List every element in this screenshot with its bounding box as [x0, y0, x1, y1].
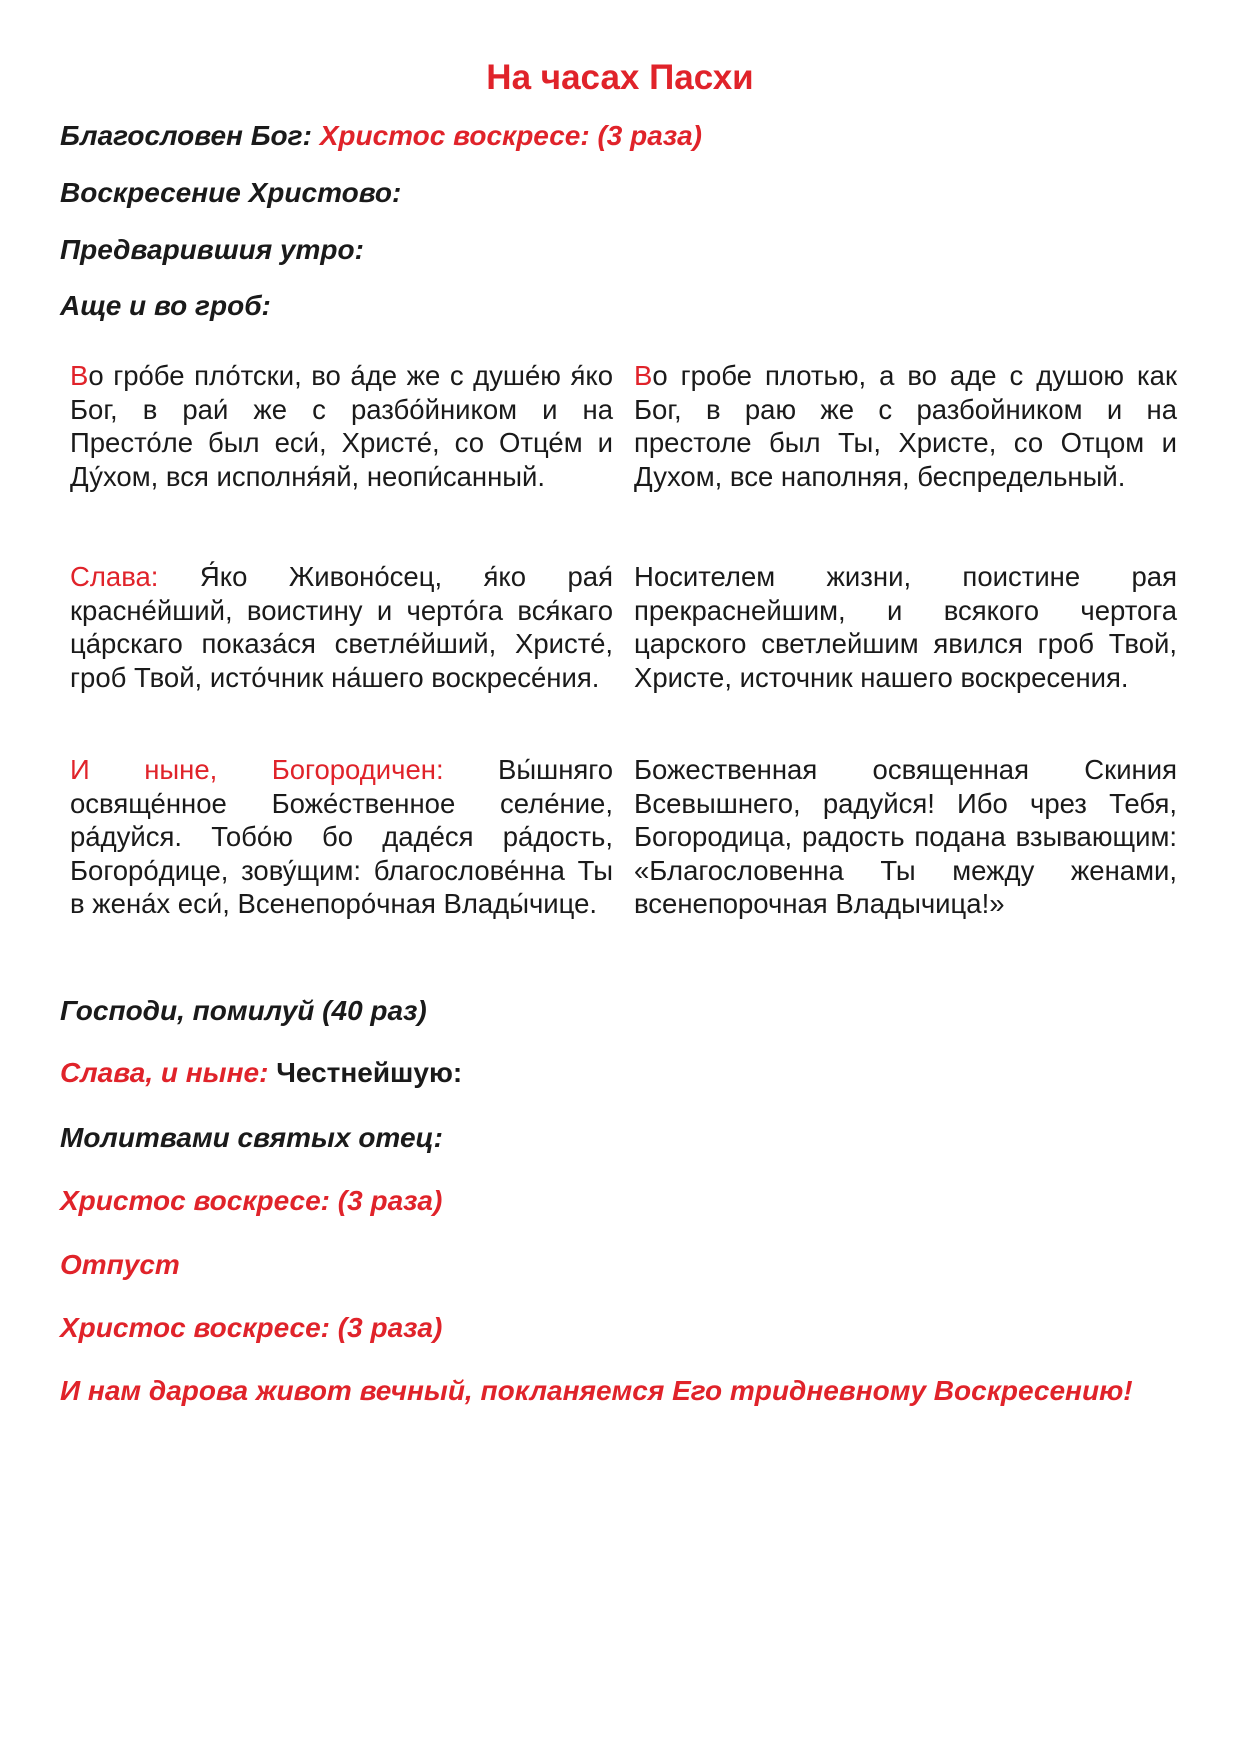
- outro-gospodi: [60, 995, 427, 1027]
- verse-left-3-text: Вы́шняго освяще́нное Боже́ственное селе́ние, ра́дуйся. Тобо́ю бо даде́ся ра́дость, Богоро́дице, зову́щим: благослове́нна Ты в жена́х еси́, Всенепоро́чная Влады́чице.: [70, 754, 614, 920]
- verse-right-3: [634, 753, 1177, 921]
- verse-left-2-text: Я́ко Живоно́сец, я́ко рая́ красне́йший, воистину и черто́га вся́каго ца́рскаго показа́ся светле́йший, Христе́, гроб Твой, исто́чник на́шего воскресе́ния.: [70, 561, 613, 693]
- outro-slava-red: Слава, и ныне:: [60, 1057, 269, 1088]
- intro-line-blagosloven-red: Христос воскресе: (3 раза): [319, 120, 703, 151]
- verse-right-1: [634, 359, 1177, 493]
- verse-left-2-label: Слава:: [70, 561, 159, 592]
- outro-gospodi-text: Господи, помилуй (40 раз): [60, 995, 427, 1026]
- verse-right-1-text: о гробе плотью, а во аде с душою как Бог, в раю же с разбойником и на престоле был Ты, Христе, со Отцом и Духом, все наполняя, беспредельный.: [634, 360, 1177, 492]
- verse-left-1-initial: В: [70, 360, 89, 391]
- verse-left-1: [70, 359, 613, 493]
- page-title: На часах Пасхи: [486, 58, 754, 97]
- intro-line-ashche: [60, 290, 271, 322]
- outro-final: И нам дарова живот вечный, покланяемся Его тридневному Воскресению!: [60, 1375, 1133, 1406]
- outro-slava-dark: Честнейшую:: [276, 1057, 463, 1088]
- verse-right-2: [634, 560, 1177, 694]
- outro-molitvami-text: Молитвами святых отец:: [60, 1122, 443, 1153]
- intro-line-predvarivshiya-text: Предварившия утро:: [60, 234, 364, 265]
- verse-left-3: [70, 753, 613, 921]
- intro-line-voskresenie-text: Воскресение Христово:: [60, 177, 402, 208]
- verse-left-1-text: о гро́бе пло́тски, во а́де же с душе́ю я́ко Бог, в раи́ же с разбо́йником и на Престо́ле был еси́, Христе́, со Отце́м и Ду́хом, вся исполня́яй, неопи́санный.: [70, 360, 613, 492]
- intro-line-blagosloven: [60, 120, 702, 152]
- verse-right-3-text: Божественная освященная Скиния Всевышнего, радуйся! Ибо чрез Тебя, Богородица, радость подана взывающим: «Благословенна Ты между женами, всенепорочная Владычица!»: [634, 754, 1177, 920]
- intro-line-blagosloven-dark: Благословен Бог:: [60, 120, 312, 151]
- outro-slava: [60, 1057, 462, 1089]
- outro-christos-1: Христос воскресе: (3 раза): [60, 1185, 443, 1216]
- intro-line-predvarivshiya: [60, 234, 364, 266]
- intro-line-voskresenie: [60, 177, 401, 209]
- outro-otpust: Отпуст: [60, 1249, 180, 1280]
- intro-line-ashche-text: Аще и во гроб:: [60, 290, 271, 321]
- verse-right-1-initial: В: [634, 360, 653, 391]
- verse-right-2-text: Носителем жизни, поистине рая прекраснейшим, и всякого чертога царского светлейшим явился гроб Твой, Христе, источник нашего воскресения.: [634, 561, 1177, 693]
- outro-christos-2: Христос воскресе: (3 раза): [60, 1312, 443, 1343]
- verse-left-2: [70, 560, 613, 694]
- verse-left-3-label: И ныне, Богородичен:: [70, 754, 444, 785]
- outro-molitvami: [60, 1122, 443, 1154]
